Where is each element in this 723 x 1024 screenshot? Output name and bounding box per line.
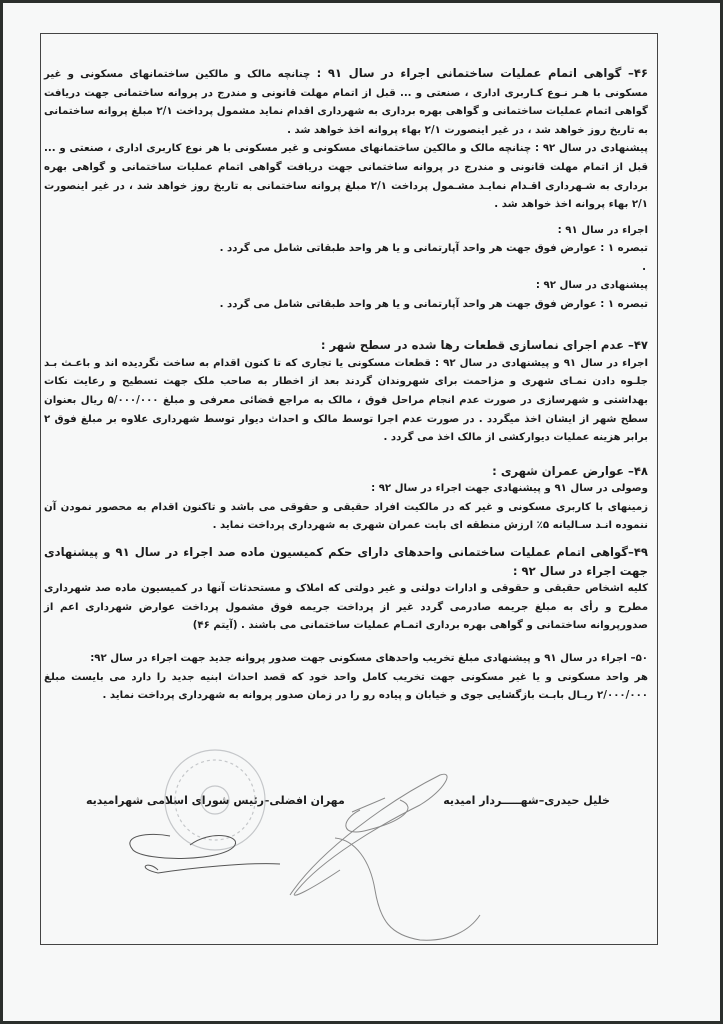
section-46-note-92: تبصره ۱ : عوارض فوق جهت هر واحد آپارتمانی و یا هر واحد طبقاتی شامل می گردد . (219, 298, 648, 310)
section-48-subtitle: وصولی در سال ۹۱ و پیشنهادی جهت اجراء در سال ۹۲ : (371, 483, 648, 495)
section-49-body: کلیه اشخاص حقیقی و حقوقی و ادارات دولتی و غیر دولتی که املاک و مستحدثات آنها در کمیسیون ماده صد شهرداری مطرح و رأی به مبلغ جریمه صادرمی گردد غیر از پرداخت جریمه فوق مشمول پرداخت عوارض شهرداری اعم از صدورپروانه ساختمانی و گواهی بهره برداری اتمـام عملیات ساختمانی می باشند . (آیتم ۴۶) (44, 583, 648, 632)
section-47-title: ۴۷– عدم اجرای نماسازی قطعات رها شده در سطح شهر : (320, 338, 648, 353)
section-48-body: زمینهای با کاربری مسکونی و غیر که در مالکیت افراد حقیقی و حقوقی می باشد و تاکنون اقدام به محصور نمودن آن ننموده انـد سـالیانه ۵٪ ارزش منطقه ای بابت عمران شهری به شهرداری پرداخت نماید . (44, 501, 648, 532)
section-46 (44, 64, 648, 140)
section-47-body: اجراء در سال ۹۱ و پیشنهادی در سال ۹۲ : قطعات مسکونی یا تجاری که تا کنون اقدام به ساخت نگردیده اند و باعـث بـد جلـوه دادن نمـای شهری و مزاحمت برای شهروندان گردند بعد از اخطار به صاحب ملک جهت تسطیح و رعایت نکات بهداشتی و شهرسازی در صورت عدم انجام مراحل فوق ، مالک به مراجع قضائی معرفی و مبلغ ۵/۰۰۰/۰۰۰ ریال بعنوان سطح شهر از ایشان اخذ میگردد . در صورت عدم اجرا توسط مالک و احداث دیوار توسط شهرداری علاوه بر مبلغ فوق ۲ برابر هزینه عملیات دیوارکشی از مالک اخذ می گردد . (44, 357, 649, 444)
council-head-signature-label: مهران افضلی–رئیس شورای اسلامی شهرامیدیه (86, 794, 345, 807)
signature-block (44, 794, 648, 816)
section-50-body: هر واحد مسکونی و یا غیر مسکونی جهت تخریب کامل واحد خود که قصد احداث ابنیه جدید را دارد می بایست مبلغ ۲/۰۰۰/۰۰۰ ریـال بابـت بازگشایی جوی و خیابان و پیاده رو را در زمان صدور پروانه به شهرداری پرداخت نماید . (44, 671, 648, 702)
section-46-exec-91-label: اجراء در سال ۹۱ : (557, 224, 648, 236)
section-46-body-92: پیشنهادی در سال ۹۲ : چنانچه مالک و مالکین ساختمانهای مسکونی و غیر مسکونی با هر نوع کاربری اداری ، صنعتی و ... قبل از اتمام مهلت قانونی و مندرج در پروانه ساختمانی جهت دریافت گواهی اتمام عملیات ساختمانی و گواهی بهره برداری به شـهرداری اقـدام نمایـد مشـمول پرداخت ۲/۱ مبلغ پروانه ساختمانی به تاریخ روز خواهد شد ، در غیر اینصورت ۲/۱ بهاء پروانه اخذ خواهد شد . (44, 143, 648, 211)
mayor-signature-label: خلیل حیدری–شهـــــردار امیدیه (443, 794, 610, 807)
section-46-proposed-92-label: پیشنهادی در سال ۹۲ : (535, 279, 648, 291)
document-body (44, 64, 648, 706)
section-49-title: ۴۹–گواهی اتمام عملیات ساختمانی واحدهای دارای حکم کمیسیون ماده صد اجراء در سال ۹۱ و پیشنهادی جهت اجراء در سال ۹۲ : (44, 545, 648, 578)
section-46-body-91: چنانچه مالک و مالکین ساختمانهای مسکونی و غیر مسکونی با هـر نـوع کـاربری اداری ، صنعتی و ... قبل از اتمام مهلت قانونی و مندرج در پروانه ساختمانی جهت دریافت گواهی اتمام عملیات ساختمانی و گواهی بهره برداری به شهرداری اقدام نماید مشمول پرداخت ۲/۱ مبلغ پروانه ساختمانی به تاریخ روز خواهد شد ، در غیر اینصورت ۲/۱ بهاء پروانه اخذ خواهد شد . (44, 69, 648, 136)
section-50-title: ۵۰– اجراء در سال ۹۱ و پیشنهادی مبلغ تخریب واحدهای مسکونی جهت صدور پروانه جدید جهت اجراء در سال ۹۲: (90, 653, 648, 665)
section-48-title: ۴۸– عوارض عمران شهری : (492, 463, 648, 478)
section-46-note-91: تبصره ۱ : عوارض فوق جهت هر واحد آپارتمانی و یا هر واحد طبقاتی شامل می گردد . (219, 243, 648, 255)
separator-dot: . (642, 261, 646, 273)
section-46-title: ۴۶– گواهی اتمام عملیات ساختمانی اجراء در سال ۹۱ : (316, 66, 649, 80)
